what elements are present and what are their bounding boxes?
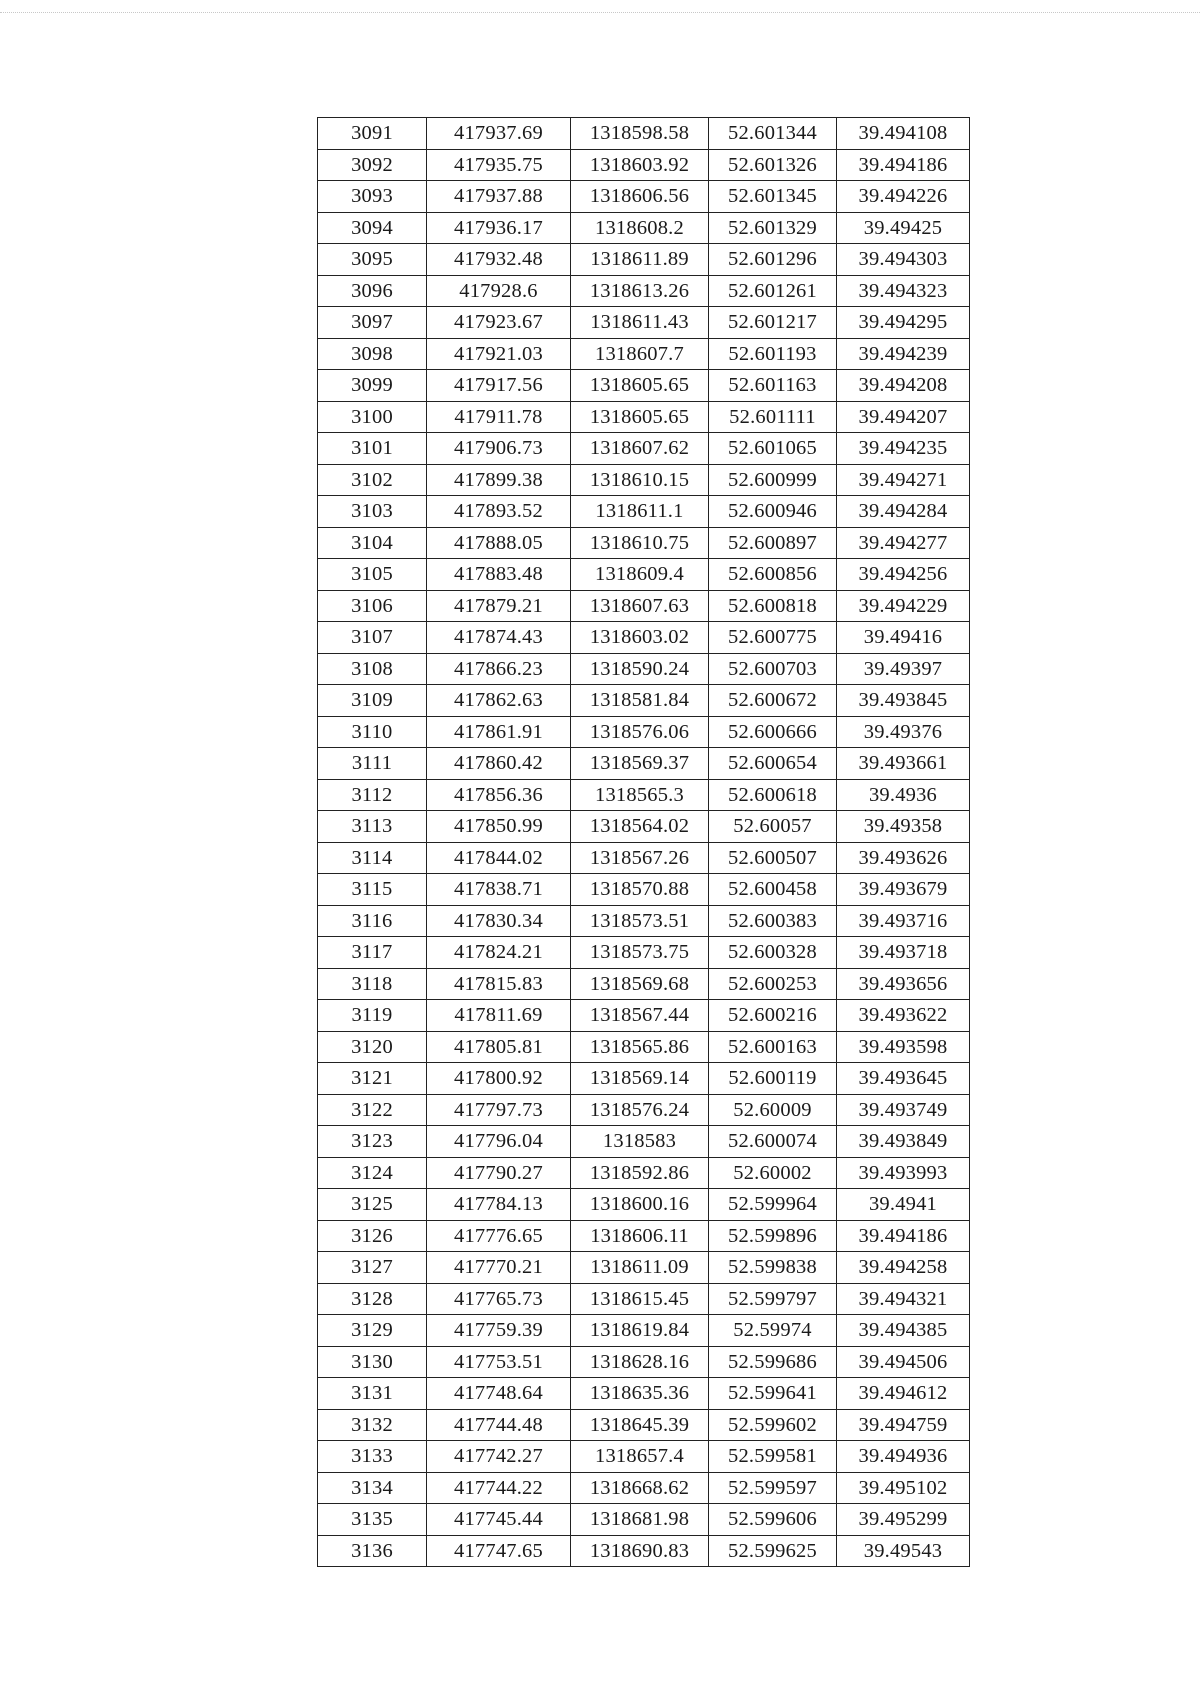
x-coordinate-cell: 417937.69 <box>427 118 571 150</box>
point-number-cell: 3124 <box>318 1157 427 1189</box>
x-coordinate-cell: 417921.03 <box>427 338 571 370</box>
coordinates-table-container <box>317 117 969 1567</box>
point-number-cell: 3134 <box>318 1472 427 1504</box>
latitude-cell: 52.601326 <box>709 149 837 181</box>
x-coordinate-cell: 417928.6 <box>427 275 571 307</box>
x-coordinate-cell: 417856.36 <box>427 779 571 811</box>
longitude-cell: 39.493656 <box>837 968 970 1000</box>
table-row <box>318 968 970 1000</box>
latitude-cell: 52.601111 <box>709 401 837 433</box>
latitude-cell: 52.600163 <box>709 1031 837 1063</box>
table-row <box>318 1504 970 1536</box>
x-coordinate-cell: 417860.42 <box>427 748 571 780</box>
latitude-cell: 52.600119 <box>709 1063 837 1095</box>
table-row <box>318 1220 970 1252</box>
table-row <box>318 779 970 811</box>
longitude-cell: 39.494208 <box>837 370 970 402</box>
table-row <box>318 1472 970 1504</box>
latitude-cell: 52.600253 <box>709 968 837 1000</box>
longitude-cell: 39.493849 <box>837 1126 970 1158</box>
y-coordinate-cell: 1318610.15 <box>571 464 709 496</box>
latitude-cell: 52.600999 <box>709 464 837 496</box>
x-coordinate-cell: 417815.83 <box>427 968 571 1000</box>
y-coordinate-cell: 1318605.65 <box>571 401 709 433</box>
longitude-cell: 39.49376 <box>837 716 970 748</box>
y-coordinate-cell: 1318610.75 <box>571 527 709 559</box>
y-coordinate-cell: 1318573.51 <box>571 905 709 937</box>
y-coordinate-cell: 1318607.63 <box>571 590 709 622</box>
longitude-cell: 39.494759 <box>837 1409 970 1441</box>
point-number-cell: 3096 <box>318 275 427 307</box>
x-coordinate-cell: 417893.52 <box>427 496 571 528</box>
latitude-cell: 52.599896 <box>709 1220 837 1252</box>
table-row <box>318 1063 970 1095</box>
table-row <box>318 1378 970 1410</box>
point-number-cell: 3094 <box>318 212 427 244</box>
point-number-cell: 3106 <box>318 590 427 622</box>
point-number-cell: 3103 <box>318 496 427 528</box>
point-number-cell: 3123 <box>318 1126 427 1158</box>
point-number-cell: 3100 <box>318 401 427 433</box>
table-row <box>318 1283 970 1315</box>
longitude-cell: 39.494284 <box>837 496 970 528</box>
x-coordinate-cell: 417745.44 <box>427 1504 571 1536</box>
y-coordinate-cell: 1318609.4 <box>571 559 709 591</box>
point-number-cell: 3098 <box>318 338 427 370</box>
longitude-cell: 39.494239 <box>837 338 970 370</box>
longitude-cell: 39.494186 <box>837 1220 970 1252</box>
x-coordinate-cell: 417937.88 <box>427 181 571 213</box>
table-row <box>318 275 970 307</box>
longitude-cell: 39.493661 <box>837 748 970 780</box>
table-row <box>318 496 970 528</box>
latitude-cell: 52.599797 <box>709 1283 837 1315</box>
x-coordinate-cell: 417796.04 <box>427 1126 571 1158</box>
point-number-cell: 3114 <box>318 842 427 874</box>
table-row <box>318 370 970 402</box>
table-row <box>318 874 970 906</box>
latitude-cell: 52.600818 <box>709 590 837 622</box>
latitude-cell: 52.601065 <box>709 433 837 465</box>
y-coordinate-cell: 1318592.86 <box>571 1157 709 1189</box>
point-number-cell: 3136 <box>318 1535 427 1567</box>
x-coordinate-cell: 417776.65 <box>427 1220 571 1252</box>
longitude-cell: 39.493598 <box>837 1031 970 1063</box>
y-coordinate-cell: 1318570.88 <box>571 874 709 906</box>
longitude-cell: 39.493749 <box>837 1094 970 1126</box>
x-coordinate-cell: 417747.65 <box>427 1535 571 1567</box>
x-coordinate-cell: 417770.21 <box>427 1252 571 1284</box>
x-coordinate-cell: 417899.38 <box>427 464 571 496</box>
point-number-cell: 3135 <box>318 1504 427 1536</box>
point-number-cell: 3093 <box>318 181 427 213</box>
y-coordinate-cell: 1318581.84 <box>571 685 709 717</box>
y-coordinate-cell: 1318635.36 <box>571 1378 709 1410</box>
longitude-cell: 39.494258 <box>837 1252 970 1284</box>
table-row <box>318 622 970 654</box>
point-number-cell: 3130 <box>318 1346 427 1378</box>
point-number-cell: 3101 <box>318 433 427 465</box>
y-coordinate-cell: 1318565.3 <box>571 779 709 811</box>
latitude-cell: 52.599838 <box>709 1252 837 1284</box>
table-row <box>318 811 970 843</box>
point-number-cell: 3092 <box>318 149 427 181</box>
longitude-cell: 39.494936 <box>837 1441 970 1473</box>
longitude-cell: 39.495299 <box>837 1504 970 1536</box>
y-coordinate-cell: 1318611.1 <box>571 496 709 528</box>
latitude-cell: 52.600897 <box>709 527 837 559</box>
longitude-cell: 39.49543 <box>837 1535 970 1567</box>
latitude-cell: 52.60057 <box>709 811 837 843</box>
latitude-cell: 52.600618 <box>709 779 837 811</box>
point-number-cell: 3107 <box>318 622 427 654</box>
latitude-cell: 52.599625 <box>709 1535 837 1567</box>
table-row <box>318 527 970 559</box>
point-number-cell: 3128 <box>318 1283 427 1315</box>
y-coordinate-cell: 1318600.16 <box>571 1189 709 1221</box>
latitude-cell: 52.600672 <box>709 685 837 717</box>
longitude-cell: 39.494295 <box>837 307 970 339</box>
x-coordinate-cell: 417797.73 <box>427 1094 571 1126</box>
table-row <box>318 464 970 496</box>
longitude-cell: 39.494226 <box>837 181 970 213</box>
point-number-cell: 3125 <box>318 1189 427 1221</box>
x-coordinate-cell: 417879.21 <box>427 590 571 622</box>
longitude-cell: 39.493845 <box>837 685 970 717</box>
latitude-cell: 52.600946 <box>709 496 837 528</box>
y-coordinate-cell: 1318607.62 <box>571 433 709 465</box>
table-row <box>318 1126 970 1158</box>
longitude-cell: 39.494323 <box>837 275 970 307</box>
point-number-cell: 3111 <box>318 748 427 780</box>
y-coordinate-cell: 1318573.75 <box>571 937 709 969</box>
longitude-cell: 39.495102 <box>837 1472 970 1504</box>
latitude-cell: 52.600775 <box>709 622 837 654</box>
coordinates-table <box>317 117 970 1567</box>
point-number-cell: 3131 <box>318 1378 427 1410</box>
x-coordinate-cell: 417759.39 <box>427 1315 571 1347</box>
y-coordinate-cell: 1318567.26 <box>571 842 709 874</box>
x-coordinate-cell: 417830.34 <box>427 905 571 937</box>
x-coordinate-cell: 417911.78 <box>427 401 571 433</box>
y-coordinate-cell: 1318628.16 <box>571 1346 709 1378</box>
y-coordinate-cell: 1318611.89 <box>571 244 709 276</box>
table-row <box>318 590 970 622</box>
x-coordinate-cell: 417923.67 <box>427 307 571 339</box>
longitude-cell: 39.494277 <box>837 527 970 559</box>
latitude-cell: 52.600383 <box>709 905 837 937</box>
y-coordinate-cell: 1318605.65 <box>571 370 709 402</box>
x-coordinate-cell: 417765.73 <box>427 1283 571 1315</box>
table-row <box>318 559 970 591</box>
longitude-cell: 39.494229 <box>837 590 970 622</box>
y-coordinate-cell: 1318657.4 <box>571 1441 709 1473</box>
point-number-cell: 3113 <box>318 811 427 843</box>
point-number-cell: 3095 <box>318 244 427 276</box>
x-coordinate-cell: 417753.51 <box>427 1346 571 1378</box>
latitude-cell: 52.600458 <box>709 874 837 906</box>
x-coordinate-cell: 417838.71 <box>427 874 571 906</box>
y-coordinate-cell: 1318615.45 <box>571 1283 709 1315</box>
table-row <box>318 1031 970 1063</box>
y-coordinate-cell: 1318668.62 <box>571 1472 709 1504</box>
x-coordinate-cell: 417811.69 <box>427 1000 571 1032</box>
point-number-cell: 3132 <box>318 1409 427 1441</box>
longitude-cell: 39.494271 <box>837 464 970 496</box>
point-number-cell: 3108 <box>318 653 427 685</box>
longitude-cell: 39.493626 <box>837 842 970 874</box>
y-coordinate-cell: 1318690.83 <box>571 1535 709 1567</box>
longitude-cell: 39.493679 <box>837 874 970 906</box>
longitude-cell: 39.493993 <box>837 1157 970 1189</box>
longitude-cell: 39.494303 <box>837 244 970 276</box>
longitude-cell: 39.494256 <box>837 559 970 591</box>
x-coordinate-cell: 417874.43 <box>427 622 571 654</box>
longitude-cell: 39.49358 <box>837 811 970 843</box>
table-row <box>318 307 970 339</box>
table-row <box>318 181 970 213</box>
point-number-cell: 3091 <box>318 118 427 150</box>
y-coordinate-cell: 1318606.11 <box>571 1220 709 1252</box>
latitude-cell: 52.601261 <box>709 275 837 307</box>
y-coordinate-cell: 1318567.44 <box>571 1000 709 1032</box>
x-coordinate-cell: 417800.92 <box>427 1063 571 1095</box>
point-number-cell: 3116 <box>318 905 427 937</box>
latitude-cell: 52.601344 <box>709 118 837 150</box>
latitude-cell: 52.60002 <box>709 1157 837 1189</box>
table-row <box>318 1094 970 1126</box>
latitude-cell: 52.599597 <box>709 1472 837 1504</box>
table-row <box>318 401 970 433</box>
latitude-cell: 52.601345 <box>709 181 837 213</box>
y-coordinate-cell: 1318613.26 <box>571 275 709 307</box>
table-row <box>318 905 970 937</box>
x-coordinate-cell: 417744.48 <box>427 1409 571 1441</box>
point-number-cell: 3118 <box>318 968 427 1000</box>
latitude-cell: 52.600074 <box>709 1126 837 1158</box>
y-coordinate-cell: 1318611.09 <box>571 1252 709 1284</box>
point-number-cell: 3112 <box>318 779 427 811</box>
point-number-cell: 3102 <box>318 464 427 496</box>
y-coordinate-cell: 1318583 <box>571 1126 709 1158</box>
latitude-cell: 52.599606 <box>709 1504 837 1536</box>
latitude-cell: 52.599581 <box>709 1441 837 1473</box>
x-coordinate-cell: 417850.99 <box>427 811 571 843</box>
longitude-cell: 39.494506 <box>837 1346 970 1378</box>
longitude-cell: 39.494207 <box>837 401 970 433</box>
y-coordinate-cell: 1318608.2 <box>571 212 709 244</box>
point-number-cell: 3129 <box>318 1315 427 1347</box>
latitude-cell: 52.599641 <box>709 1378 837 1410</box>
y-coordinate-cell: 1318598.58 <box>571 118 709 150</box>
table-row <box>318 842 970 874</box>
table-row <box>318 716 970 748</box>
table-row <box>318 1315 970 1347</box>
point-number-cell: 3115 <box>318 874 427 906</box>
table-row <box>318 433 970 465</box>
longitude-cell: 39.493718 <box>837 937 970 969</box>
latitude-cell: 52.600507 <box>709 842 837 874</box>
latitude-cell: 52.600654 <box>709 748 837 780</box>
y-coordinate-cell: 1318681.98 <box>571 1504 709 1536</box>
latitude-cell: 52.600703 <box>709 653 837 685</box>
table-row <box>318 1346 970 1378</box>
x-coordinate-cell: 417805.81 <box>427 1031 571 1063</box>
table-row <box>318 937 970 969</box>
longitude-cell: 39.494186 <box>837 149 970 181</box>
point-number-cell: 3110 <box>318 716 427 748</box>
longitude-cell: 39.4936 <box>837 779 970 811</box>
table-row <box>318 244 970 276</box>
coordinates-table-body <box>318 118 970 1567</box>
y-coordinate-cell: 1318569.37 <box>571 748 709 780</box>
y-coordinate-cell: 1318576.24 <box>571 1094 709 1126</box>
y-coordinate-cell: 1318645.39 <box>571 1409 709 1441</box>
y-coordinate-cell: 1318619.84 <box>571 1315 709 1347</box>
x-coordinate-cell: 417784.13 <box>427 1189 571 1221</box>
latitude-cell: 52.60009 <box>709 1094 837 1126</box>
longitude-cell: 39.494235 <box>837 433 970 465</box>
x-coordinate-cell: 417790.27 <box>427 1157 571 1189</box>
y-coordinate-cell: 1318603.02 <box>571 622 709 654</box>
y-coordinate-cell: 1318607.7 <box>571 338 709 370</box>
latitude-cell: 52.601296 <box>709 244 837 276</box>
longitude-cell: 39.494321 <box>837 1283 970 1315</box>
longitude-cell: 39.493716 <box>837 905 970 937</box>
x-coordinate-cell: 417936.17 <box>427 212 571 244</box>
point-number-cell: 3109 <box>318 685 427 717</box>
longitude-cell: 39.494612 <box>837 1378 970 1410</box>
x-coordinate-cell: 417906.73 <box>427 433 571 465</box>
y-coordinate-cell: 1318611.43 <box>571 307 709 339</box>
longitude-cell: 39.494108 <box>837 118 970 150</box>
longitude-cell: 39.49425 <box>837 212 970 244</box>
latitude-cell: 52.600856 <box>709 559 837 591</box>
page-top-rule <box>0 12 1200 13</box>
x-coordinate-cell: 417748.64 <box>427 1378 571 1410</box>
x-coordinate-cell: 417917.56 <box>427 370 571 402</box>
longitude-cell: 39.493645 <box>837 1063 970 1095</box>
x-coordinate-cell: 417742.27 <box>427 1441 571 1473</box>
point-number-cell: 3121 <box>318 1063 427 1095</box>
point-number-cell: 3120 <box>318 1031 427 1063</box>
table-row <box>318 1252 970 1284</box>
table-row <box>318 653 970 685</box>
table-row <box>318 212 970 244</box>
longitude-cell: 39.4941 <box>837 1189 970 1221</box>
y-coordinate-cell: 1318603.92 <box>571 149 709 181</box>
table-row <box>318 1535 970 1567</box>
point-number-cell: 3097 <box>318 307 427 339</box>
x-coordinate-cell: 417932.48 <box>427 244 571 276</box>
table-row <box>318 1441 970 1473</box>
y-coordinate-cell: 1318590.24 <box>571 653 709 685</box>
longitude-cell: 39.49397 <box>837 653 970 685</box>
point-number-cell: 3133 <box>318 1441 427 1473</box>
latitude-cell: 52.601163 <box>709 370 837 402</box>
latitude-cell: 52.601193 <box>709 338 837 370</box>
latitude-cell: 52.600666 <box>709 716 837 748</box>
x-coordinate-cell: 417862.63 <box>427 685 571 717</box>
latitude-cell: 52.59974 <box>709 1315 837 1347</box>
x-coordinate-cell: 417844.02 <box>427 842 571 874</box>
longitude-cell: 39.49416 <box>837 622 970 654</box>
latitude-cell: 52.599686 <box>709 1346 837 1378</box>
x-coordinate-cell: 417824.21 <box>427 937 571 969</box>
table-row <box>318 1189 970 1221</box>
x-coordinate-cell: 417935.75 <box>427 149 571 181</box>
longitude-cell: 39.494385 <box>837 1315 970 1347</box>
latitude-cell: 52.601329 <box>709 212 837 244</box>
y-coordinate-cell: 1318606.56 <box>571 181 709 213</box>
point-number-cell: 3126 <box>318 1220 427 1252</box>
point-number-cell: 3119 <box>318 1000 427 1032</box>
point-number-cell: 3122 <box>318 1094 427 1126</box>
latitude-cell: 52.599602 <box>709 1409 837 1441</box>
latitude-cell: 52.599964 <box>709 1189 837 1221</box>
table-row <box>318 118 970 150</box>
latitude-cell: 52.601217 <box>709 307 837 339</box>
x-coordinate-cell: 417744.22 <box>427 1472 571 1504</box>
y-coordinate-cell: 1318565.86 <box>571 1031 709 1063</box>
y-coordinate-cell: 1318564.02 <box>571 811 709 843</box>
table-row <box>318 685 970 717</box>
x-coordinate-cell: 417866.23 <box>427 653 571 685</box>
point-number-cell: 3099 <box>318 370 427 402</box>
x-coordinate-cell: 417883.48 <box>427 559 571 591</box>
point-number-cell: 3127 <box>318 1252 427 1284</box>
point-number-cell: 3117 <box>318 937 427 969</box>
table-row <box>318 1000 970 1032</box>
y-coordinate-cell: 1318569.68 <box>571 968 709 1000</box>
point-number-cell: 3104 <box>318 527 427 559</box>
y-coordinate-cell: 1318569.14 <box>571 1063 709 1095</box>
point-number-cell: 3105 <box>318 559 427 591</box>
latitude-cell: 52.600216 <box>709 1000 837 1032</box>
table-row <box>318 149 970 181</box>
x-coordinate-cell: 417888.05 <box>427 527 571 559</box>
table-row <box>318 1157 970 1189</box>
table-row <box>318 1409 970 1441</box>
latitude-cell: 52.600328 <box>709 937 837 969</box>
longitude-cell: 39.493622 <box>837 1000 970 1032</box>
table-row <box>318 748 970 780</box>
x-coordinate-cell: 417861.91 <box>427 716 571 748</box>
y-coordinate-cell: 1318576.06 <box>571 716 709 748</box>
table-row <box>318 338 970 370</box>
